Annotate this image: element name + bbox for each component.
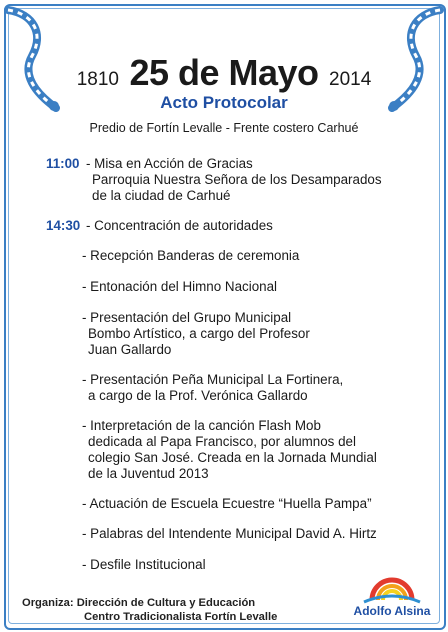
sun-arc-logo-icon <box>350 560 434 604</box>
title-line <box>0 52 448 94</box>
event-venue: Predio de Fortín Levalle - Frente costero Carhué <box>89 121 359 135</box>
logo-text: Adolfo Alsina <box>353 604 431 618</box>
schedule-time: 14:30 <box>46 218 81 233</box>
event-subtitle: Acto Protocolar <box>160 93 288 112</box>
schedule-line: - Misa en Acción de Gracias <box>86 156 253 171</box>
organizer-line: Centro Tradicionalista Fortín Levalle <box>84 611 278 623</box>
municipality-logo <box>350 560 434 620</box>
schedule-line: - Concentración de autoridades <box>86 218 273 233</box>
year-end: 2014 <box>329 69 372 90</box>
year-start: 1810 <box>76 69 119 90</box>
schedule-line: Parroquia Nuestra Señora de los Desamparados <box>92 172 382 187</box>
event-date: 25 de Mayo <box>129 52 319 93</box>
organizers <box>22 596 277 624</box>
schedule-time: 11:00 <box>46 156 80 171</box>
organizer-line: Organiza: Dirección de Cultura y Educación <box>22 597 256 609</box>
schedule-line: de la ciudad de Carhué <box>92 188 231 203</box>
